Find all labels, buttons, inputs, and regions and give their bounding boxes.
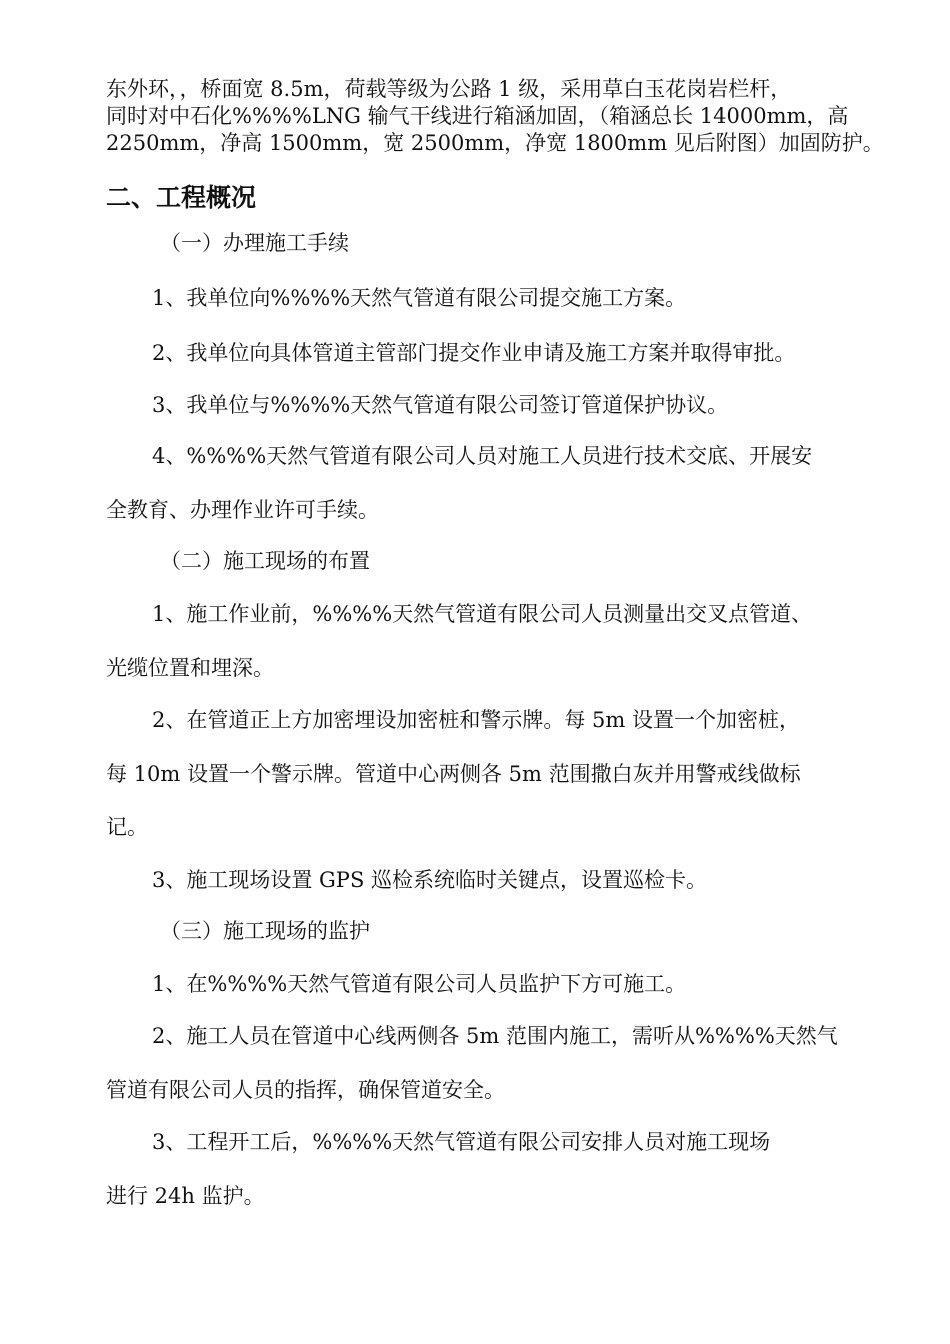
subsection-title: （一）办理施工手续 <box>160 231 349 255</box>
section-heading: 二、工程概况 <box>106 183 257 212</box>
subsection-title: （三）施工现场的监护 <box>160 919 370 943</box>
paragraph-line: 3、施工现场设置 GPS 巡检系统临时关键点，设置巡检卡。 <box>152 868 708 892</box>
intro-line: 东外环，，桥面宽 8.5m，荷载等级为公路 1 级，采用草白玉花岗岩栏杆， <box>106 77 792 101</box>
paragraph-line: 2、施工人员在管道中心线两侧各 5m 范围内施工，需听从%%%%天然气 <box>152 1024 838 1048</box>
paragraph-line: 全教育、办理作业许可手续。 <box>106 498 379 522</box>
paragraph-line: 1、我单位向%%%%天然气管道有限公司提交施工方案。 <box>152 286 687 310</box>
paragraph-line: 进行 24h 监护。 <box>106 1184 265 1208</box>
paragraph-line: 管道有限公司人员的指挥，确保管道安全。 <box>106 1078 505 1102</box>
intro-line: 同时对中石化%%%%LNG 输气干线进行箱涵加固，（箱涵总长 14000mm，高 <box>106 104 849 128</box>
paragraph-line: 4、%%%%天然气管道有限公司人员对施工人员进行技术交底、开展安 <box>152 444 813 468</box>
subsection-title: （二）施工现场的布置 <box>160 549 370 573</box>
paragraph-line: 3、工程开工后，%%%%天然气管道有限公司安排人员对施工现场 <box>152 1130 771 1154</box>
paragraph-line: 3、我单位与%%%%天然气管道有限公司签订管道保护协议。 <box>152 393 729 417</box>
paragraph-line: 记。 <box>106 815 148 839</box>
intro-paragraph <box>106 76 884 157</box>
paragraph-line: 光缆位置和埋深。 <box>106 656 274 680</box>
paragraph-line: 每 10m 设置一个警示牌。管道中心两侧各 5m 范围撒白灰并用警戒线做标 <box>106 762 801 786</box>
paragraph-line: 1、在%%%%天然气管道有限公司人员监护下方可施工。 <box>152 972 687 996</box>
intro-line: 2250mm，净高 1500mm，宽 2500mm，净宽 1800mm 见后附图）加固防护。 <box>106 131 884 155</box>
paragraph-line: 1、施工作业前，%%%%天然气管道有限公司人员测量出交叉点管道、 <box>152 602 813 626</box>
paragraph-line: 2、在管道正上方加密埋设加密桩和警示牌。每 5m 设置一个加密桩， <box>152 708 800 732</box>
paragraph-line: 2、我单位向具体管道主管部门提交作业申请及施工方案并取得审批。 <box>152 341 796 365</box>
